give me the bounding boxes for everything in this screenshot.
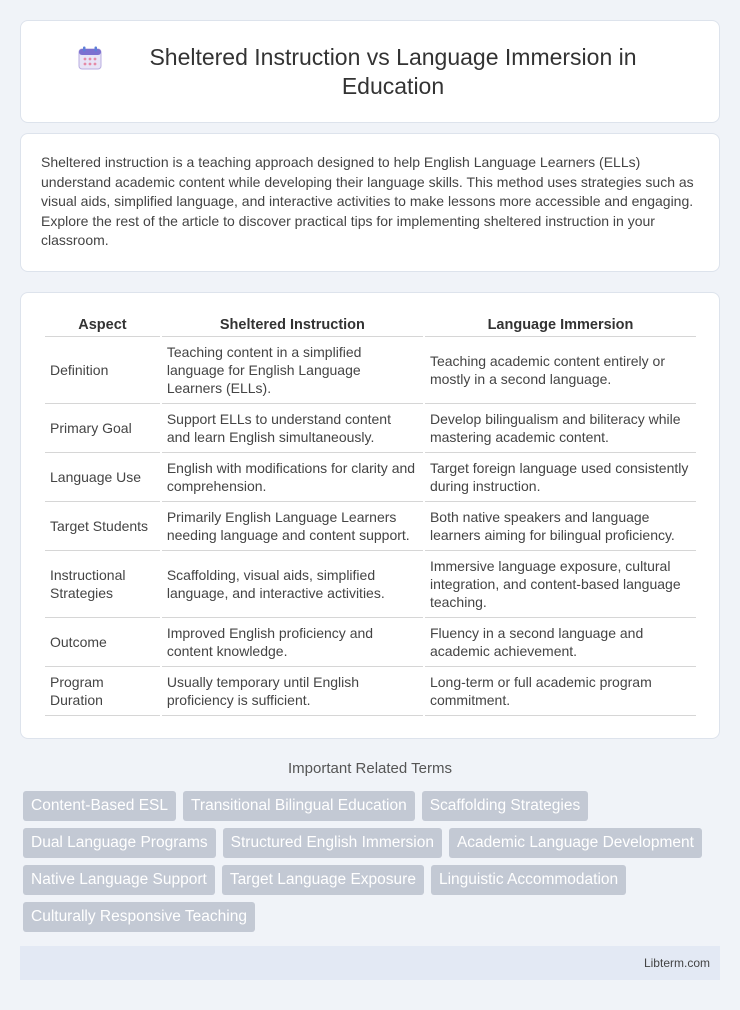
table-row [45, 404, 696, 453]
related-terms-list [23, 791, 723, 939]
row-sheltered: Scaffolding, visual aids, simplified language, and interactive activities. [162, 551, 423, 618]
header-immersion: Language Immersion [425, 315, 696, 337]
row-immersion: Target foreign language used consistently during instruction. [425, 453, 696, 502]
table-row [45, 667, 696, 716]
row-immersion: Immersive language exposure, cultural integration, and content-based language teaching. [425, 551, 696, 618]
row-immersion: Both native speakers and language learners aiming for bilingual proficiency. [425, 502, 696, 551]
footer [20, 946, 720, 980]
related-term-tag[interactable]: Culturally Responsive Teaching [23, 902, 255, 932]
related-term-tag[interactable]: Native Language Support [23, 865, 215, 895]
related-term-tag[interactable]: Structured English Immersion [223, 828, 442, 858]
row-sheltered: Support ELLs to understand content and learn English simultaneously. [162, 404, 423, 453]
table-row [45, 453, 696, 502]
row-aspect: Program Duration [45, 667, 160, 716]
row-aspect: Definition [45, 337, 160, 404]
related-term-tag[interactable]: Academic Language Development [449, 828, 702, 858]
title-wrap [70, 43, 670, 101]
comparison-table [43, 315, 698, 716]
header-aspect: Aspect [45, 315, 160, 337]
row-immersion: Long-term or full academic program commitment. [425, 667, 696, 716]
row-aspect: Primary Goal [45, 404, 160, 453]
row-aspect: Instructional Strategies [45, 551, 160, 618]
comparison-table-card [20, 292, 720, 739]
table-row [45, 337, 696, 404]
table-row [45, 502, 696, 551]
row-sheltered: Teaching content in a simplified language for English Language Learners (ELLs). [162, 337, 423, 404]
related-term-tag[interactable]: Dual Language Programs [23, 828, 216, 858]
row-aspect: Outcome [45, 618, 160, 667]
intro-text: Sheltered instruction is a teaching approach designed to help English Language Learners (ELLs) understand academic content while developing their language skills. This method uses strategies such as visual aids, simplified language, and interactive activities to make lessons more accessible and engaging. Explore the rest of the article to discover practical tips for implementing sheltered instruction in your classroom. [41, 154, 694, 248]
intro-card [20, 133, 720, 272]
footer-site-link[interactable]: Libterm.com [643, 956, 710, 970]
row-aspect: Target Students [45, 502, 160, 551]
related-terms-title: Important Related Terms [288, 760, 452, 777]
related-term-tag[interactable]: Content-Based ESL [23, 791, 176, 821]
page-title: Sheltered Instruction vs Language Immersion in Education [149, 43, 637, 99]
row-aspect: Language Use [45, 453, 160, 502]
row-sheltered: English with modifications for clarity and comprehension. [162, 453, 423, 502]
related-term-tag[interactable]: Transitional Bilingual Education [183, 791, 415, 821]
calendar-icon [77, 45, 103, 71]
table-header-row [45, 315, 696, 337]
row-immersion: Develop bilingualism and biliteracy while mastering academic content. [425, 404, 696, 453]
header-sheltered: Sheltered Instruction [162, 315, 423, 337]
header-card [20, 20, 720, 123]
related-term-tag[interactable]: Scaffolding Strategies [422, 791, 589, 821]
row-sheltered: Primarily English Language Learners needing language and content support. [162, 502, 423, 551]
row-immersion: Teaching academic content entirely or mostly in a second language. [425, 337, 696, 404]
related-term-tag[interactable]: Target Language Exposure [222, 865, 424, 895]
row-sheltered: Usually temporary until English proficiency is sufficient. [162, 667, 423, 716]
table-row [45, 551, 696, 618]
row-immersion: Fluency in a second language and academic achievement. [425, 618, 696, 667]
table-row [45, 618, 696, 667]
row-sheltered: Improved English proficiency and content knowledge. [162, 618, 423, 667]
related-term-tag[interactable]: Linguistic Accommodation [431, 865, 626, 895]
